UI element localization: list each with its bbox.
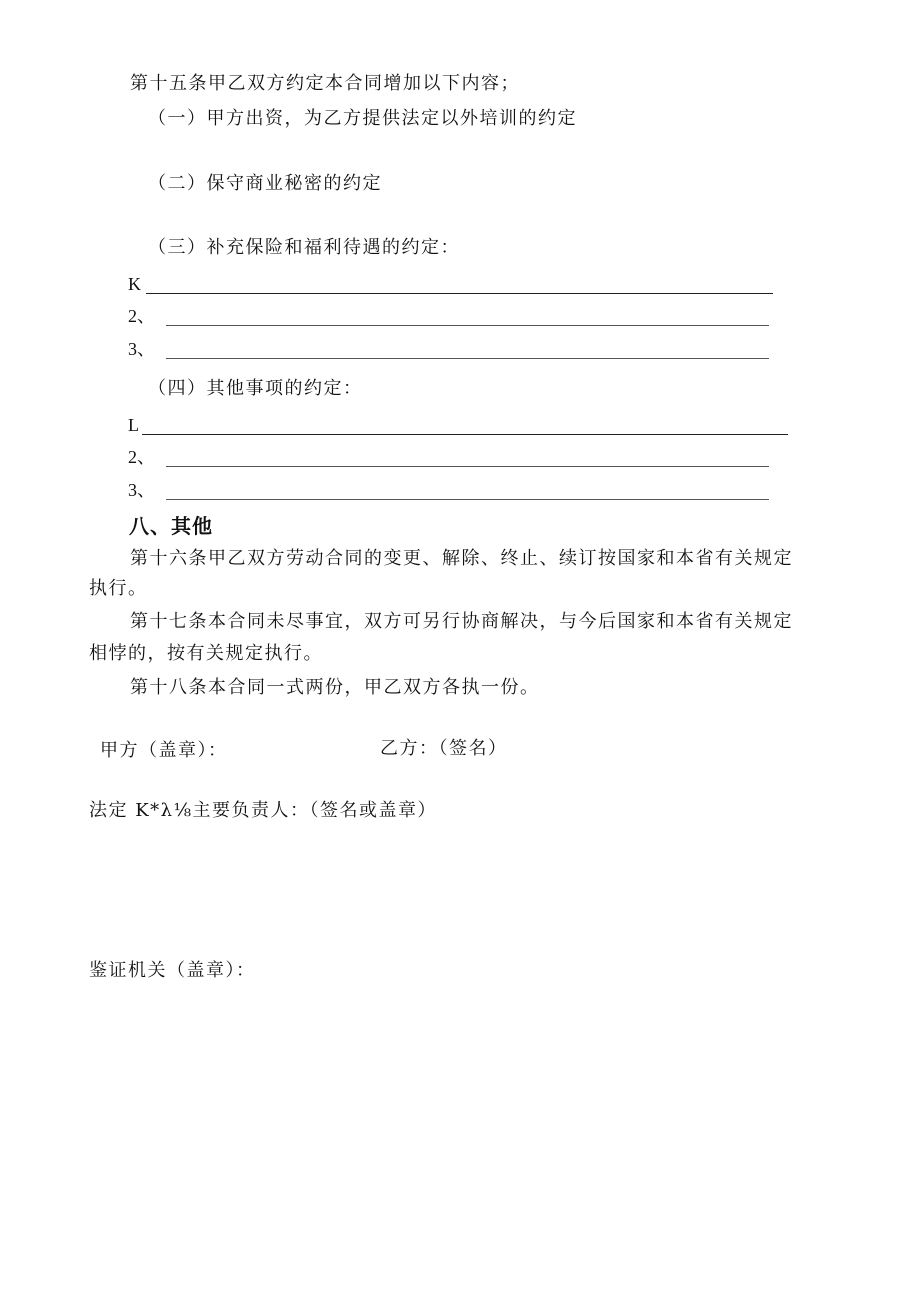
item-3-blank-line-1[interactable] bbox=[128, 272, 773, 296]
article-15-item-4-title: （四）其他事项的约定： bbox=[148, 378, 363, 399]
article-16-line-1: 第十六条甲乙双方劳动合同的变更、解除、终止、续订按国家和本省有关规定 bbox=[130, 548, 793, 569]
item-4-blank-line-2[interactable] bbox=[128, 445, 773, 469]
item-4-line-2-blank[interactable] bbox=[166, 466, 769, 467]
authority-seal: 鉴证机关（盖章）： bbox=[89, 960, 256, 981]
legal-representative-signature: 法定 K*λ⅛主要负责人：（签名或盖章） bbox=[89, 800, 438, 821]
item-3-line-1-blank[interactable] bbox=[146, 293, 773, 294]
item-3-blank-line-2[interactable] bbox=[128, 304, 773, 328]
party-b-signature: 乙方：（签名） bbox=[380, 738, 508, 759]
article-15-item-2: （二）保守商业秘密的约定 bbox=[148, 173, 382, 194]
item-4-blank-line-3[interactable] bbox=[128, 478, 773, 502]
section-8-heading: 八、其他 bbox=[129, 514, 213, 538]
article-17-line-1: 第十七条本合同未尽事宜，双方可另行协商解决，与今后国家和本省有关规定 bbox=[130, 611, 793, 632]
article-15-item-1: （一）甲方出资，为乙方提供法定以外培训的约定 bbox=[148, 108, 577, 129]
article-17-line-2: 相悖的，按有关规定执行。 bbox=[89, 643, 323, 664]
party-a-seal: 甲方（盖章）： bbox=[100, 740, 228, 761]
item-3-blank-line-3[interactable] bbox=[128, 337, 773, 361]
article-18: 第十八条本合同一式两份，甲乙双方各执一份。 bbox=[130, 677, 540, 698]
article-15-title: 第十五条甲乙双方约定本合同增加以下内容； bbox=[130, 73, 520, 94]
item-3-line-3-blank[interactable] bbox=[166, 358, 769, 359]
item-4-blank-line-1[interactable] bbox=[128, 413, 788, 437]
article-16-line-2: 执行。 bbox=[89, 578, 148, 599]
item-3-line-2-blank[interactable] bbox=[166, 325, 769, 326]
item-4-line-1-blank[interactable] bbox=[142, 434, 788, 435]
article-15-item-3-title: （三）补充保险和福利待遇的约定： bbox=[148, 237, 460, 258]
item-4-line-2-label: 2、 bbox=[128, 447, 155, 467]
item-3-line-2-label: 2、 bbox=[128, 306, 155, 326]
item-3-line-3-label: 3、 bbox=[128, 339, 155, 359]
item-4-line-3-label: 3、 bbox=[128, 480, 155, 500]
item-4-line-3-blank[interactable] bbox=[166, 499, 769, 500]
item-4-line-1-label: L bbox=[128, 415, 139, 435]
item-3-line-1-label: K bbox=[128, 274, 141, 294]
